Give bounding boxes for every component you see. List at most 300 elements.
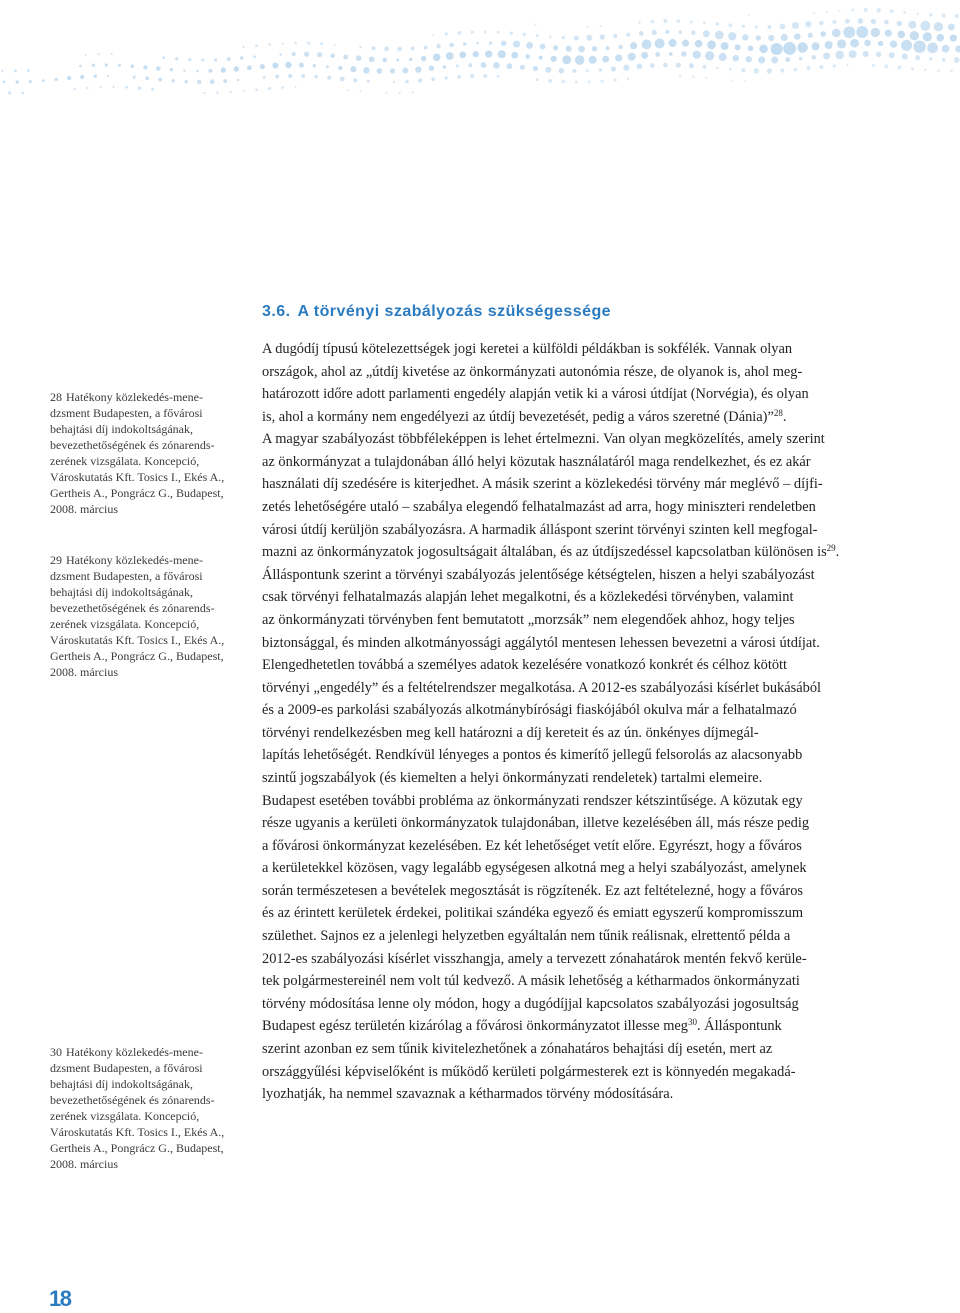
decorative-dot bbox=[937, 34, 945, 42]
footnote-line bbox=[50, 1108, 250, 1124]
decorative-dot bbox=[27, 69, 30, 72]
section-title: A törvényi szabályozás szükségessége bbox=[297, 303, 612, 320]
decorative-dot bbox=[281, 86, 284, 89]
decorative-dot bbox=[382, 58, 386, 62]
decorative-dot bbox=[327, 76, 331, 80]
decorative-dot bbox=[396, 59, 399, 62]
decorative-dot bbox=[735, 44, 741, 50]
body-text-segment: születhet. Sajnos ez a jelenlegi helyzetben egyáltalán nem tűnik reálisnak, elrettentő példa a bbox=[262, 928, 791, 945]
decorative-dot bbox=[510, 32, 513, 35]
decorative-dot bbox=[536, 78, 539, 81]
decorative-dot bbox=[263, 76, 266, 79]
footnote-line bbox=[50, 568, 250, 584]
decorative-dot bbox=[268, 87, 271, 90]
decorative-dot bbox=[589, 56, 597, 64]
decorative-dot bbox=[484, 31, 487, 34]
decorative-dot bbox=[924, 69, 927, 72]
decorative-dot bbox=[837, 39, 846, 48]
decorative-dot bbox=[463, 42, 466, 45]
decorative-dot bbox=[14, 70, 17, 73]
decorative-dot bbox=[268, 43, 271, 46]
decorative-dot bbox=[175, 57, 178, 60]
decorative-dot bbox=[208, 69, 212, 73]
footnote-text: bevezethetőségének és zónarends- bbox=[50, 1093, 215, 1107]
decorative-dot bbox=[436, 44, 441, 49]
decorative-dot bbox=[602, 56, 609, 63]
body-text-segment: A magyar szabályozást többféleképpen is lehet értelmezni. Van olyan megközelítés, amely szerint bbox=[262, 431, 825, 448]
decorative-dot bbox=[876, 52, 881, 57]
decorative-dot bbox=[94, 75, 97, 78]
decorative-dot bbox=[705, 51, 714, 60]
decorative-dot bbox=[942, 14, 946, 18]
decorative-dot bbox=[470, 74, 474, 78]
decorative-dot bbox=[398, 92, 400, 94]
decorative-dot bbox=[811, 55, 816, 60]
decorative-dot bbox=[566, 46, 572, 52]
footnote-line bbox=[50, 501, 250, 517]
body-text-line bbox=[262, 609, 902, 632]
decorative-dot bbox=[288, 74, 292, 78]
decorative-dot bbox=[897, 65, 901, 69]
decorative-dot bbox=[562, 36, 565, 39]
decorative-dot bbox=[317, 52, 322, 57]
body-text-line bbox=[262, 993, 902, 1016]
decorative-dot bbox=[476, 42, 479, 45]
decorative-dot bbox=[705, 77, 707, 79]
decorative-dot bbox=[638, 21, 641, 24]
decorative-dot bbox=[497, 75, 500, 78]
body-text-segment: mazni az önkormányzatok jogosultságait általában, és az útdíjszedéssel kapcsolatban különösen is bbox=[262, 544, 827, 561]
decorative-dot bbox=[92, 63, 95, 66]
decorative-dot bbox=[539, 56, 543, 60]
footnote-text: bevezethetőségének és zónarends- bbox=[50, 601, 215, 615]
decorative-dot bbox=[721, 42, 729, 50]
body-text-line bbox=[262, 880, 902, 903]
decorative-dot bbox=[432, 34, 434, 36]
decorative-dot bbox=[360, 90, 362, 92]
decorative-dot bbox=[295, 86, 297, 88]
decorative-dot bbox=[536, 34, 539, 37]
footnote-text: dzsment Budapesten, a fővárosi bbox=[50, 1061, 203, 1075]
decorative-dot bbox=[779, 24, 785, 30]
decorative-dot bbox=[151, 88, 154, 91]
footnote-text: Gertheis A., Pongrácz G., Budapest, bbox=[50, 1141, 224, 1155]
decorative-dot bbox=[429, 66, 435, 72]
decorative-dot bbox=[86, 87, 88, 89]
decorative-dot bbox=[692, 75, 695, 78]
decorative-dot bbox=[247, 65, 252, 70]
footnote-line bbox=[50, 632, 250, 648]
decorative-dot bbox=[16, 80, 19, 83]
decorative-dot bbox=[630, 42, 637, 49]
footnote-text: Hatékony közlekedés-mene- bbox=[66, 390, 203, 404]
body-text-segment: törvény módosítása lenne oly módon, hogy a dugódíjjal kapcsolatos szabályozási jogosultság bbox=[262, 995, 799, 1012]
decorative-dot bbox=[234, 66, 239, 71]
decorative-dot bbox=[908, 21, 916, 29]
decorative-dot bbox=[715, 31, 724, 40]
body-text-line bbox=[262, 812, 902, 835]
decorative-dot bbox=[768, 35, 774, 41]
body-text-line bbox=[262, 925, 902, 948]
body-text-segment: a fővárosi önkormányzat kezelésében. Ez két lehetőséget vetít előre. Egyrészt, hogy a főváros bbox=[262, 837, 802, 854]
decorative-dot bbox=[377, 68, 383, 74]
decorative-dot bbox=[641, 52, 648, 59]
decorative-dot bbox=[897, 31, 905, 39]
decorative-dot bbox=[748, 14, 750, 16]
decorative-dot bbox=[652, 30, 657, 35]
decorative-dot bbox=[889, 52, 895, 58]
decorative-dot bbox=[415, 66, 422, 73]
decorative-dot bbox=[501, 41, 507, 47]
decorative-dot bbox=[849, 50, 857, 58]
decorative-dot bbox=[172, 79, 175, 82]
decorative-dot bbox=[55, 78, 58, 81]
body-text-segment: során természetesen a bevételek megosztását is rögzítenék. Ez azt feltételezné, hogy a főváros bbox=[262, 882, 803, 899]
decorative-dot bbox=[431, 77, 435, 81]
decorative-dot bbox=[693, 51, 701, 59]
footnote-line bbox=[50, 616, 250, 632]
footnote-line bbox=[50, 421, 250, 437]
footnote-reference: 28 bbox=[773, 407, 783, 418]
decorative-dot bbox=[457, 75, 461, 79]
decorative-dot bbox=[145, 76, 149, 80]
decorative-dot bbox=[792, 22, 799, 29]
body-text-line bbox=[262, 496, 902, 519]
decorative-dot bbox=[707, 40, 716, 49]
decorative-dot bbox=[929, 57, 932, 60]
decorative-dot bbox=[405, 80, 409, 84]
decorative-dot bbox=[421, 56, 427, 62]
decorative-dot bbox=[613, 34, 617, 38]
decorative-dot bbox=[551, 56, 557, 62]
decorative-dot bbox=[350, 66, 356, 72]
body-text-segment: . Álláspontunk bbox=[696, 1018, 782, 1035]
decorative-dot bbox=[133, 76, 136, 79]
decorative-dot bbox=[878, 41, 883, 46]
footnote-text: 2008. március bbox=[50, 502, 118, 516]
decorative-dot bbox=[446, 52, 454, 60]
body-text-line bbox=[262, 767, 902, 790]
decorative-dot bbox=[320, 42, 323, 45]
decorative-dot bbox=[143, 65, 147, 69]
decorative-dot bbox=[489, 41, 492, 44]
decorative-dot bbox=[105, 63, 108, 66]
decorative-dot bbox=[301, 74, 305, 78]
decorative-dot bbox=[397, 47, 401, 51]
decorative-dot bbox=[411, 91, 413, 93]
footnote-line bbox=[50, 1156, 250, 1172]
decorative-dot bbox=[950, 34, 957, 41]
footnote-29 bbox=[50, 552, 250, 680]
decorative-dot bbox=[468, 63, 472, 67]
body-text-segment: lapítás lehetőségét. Rendkívül lényeges a pontos és kimerítő jellegű felsorolás az alacsonyabb bbox=[262, 747, 803, 764]
decorative-dot bbox=[755, 25, 758, 28]
decorative-dot bbox=[299, 63, 304, 68]
decorative-dot bbox=[950, 70, 953, 73]
footnote-line bbox=[50, 453, 250, 469]
decorative-dot bbox=[682, 40, 689, 47]
decorative-dot bbox=[799, 57, 803, 61]
decorative-dot bbox=[915, 55, 920, 60]
decorative-dot bbox=[729, 23, 733, 27]
decorative-dot bbox=[3, 81, 5, 83]
decorative-dot bbox=[156, 66, 161, 71]
decorative-dot bbox=[255, 88, 258, 91]
decorative-dot bbox=[553, 45, 558, 50]
decorative-dot bbox=[695, 40, 703, 48]
decorative-dot bbox=[832, 20, 836, 24]
decorative-dot bbox=[445, 76, 448, 79]
body-text-segment: használati díj szedésére is kiterjedhet. A másik szerint a közlekedési törvény már meglévő – díjfi- bbox=[262, 476, 823, 493]
body-text-segment: . bbox=[835, 544, 840, 561]
body-text-line bbox=[262, 473, 902, 496]
decorative-dot bbox=[353, 78, 357, 82]
decorative-dot bbox=[611, 66, 616, 71]
decorative-dot bbox=[679, 30, 683, 34]
decorative-dot bbox=[592, 46, 597, 51]
decorative-dot bbox=[459, 52, 466, 59]
decorative-dot bbox=[843, 26, 855, 38]
body-text-segment: az önkormányzat a tulajdonában álló helyi közutak használatáról maga rendelkezhet, és ez akár bbox=[262, 453, 811, 470]
decorative-dot bbox=[783, 42, 796, 55]
decorative-dot bbox=[98, 53, 100, 55]
footnote-line bbox=[50, 1092, 250, 1108]
footnote-text: behajtási díj indokoltságának, bbox=[50, 422, 193, 436]
footnote-line bbox=[50, 1076, 250, 1092]
decorative-dot bbox=[600, 34, 605, 39]
decorative-dot bbox=[833, 64, 836, 67]
body-text-segment: Álláspontunk szerint a törvényi szabályozás jelentősége kétségtelen, hiszen a helyi szabályozást bbox=[262, 566, 815, 583]
body-text-line bbox=[262, 586, 902, 609]
decorative-dot bbox=[497, 31, 500, 34]
section-number: 3.6. bbox=[262, 303, 291, 320]
decorative-dot bbox=[549, 36, 551, 38]
decorative-dot bbox=[294, 42, 297, 45]
decorative-dot bbox=[911, 67, 914, 70]
decorative-dot bbox=[897, 21, 902, 26]
body-text-line bbox=[262, 541, 902, 564]
decorative-dot bbox=[785, 57, 790, 62]
decorative-dot bbox=[639, 31, 644, 36]
decorative-dot bbox=[805, 21, 811, 27]
footnote-line bbox=[50, 1060, 250, 1076]
decorative-dot bbox=[216, 92, 219, 95]
decorative-dot bbox=[409, 58, 412, 61]
decorative-dot bbox=[100, 86, 102, 88]
decorative-dot bbox=[170, 68, 173, 71]
decorative-dot bbox=[313, 64, 316, 67]
decorative-dot bbox=[240, 56, 244, 60]
body-text-line bbox=[262, 519, 902, 542]
footnote-text: Gertheis A., Pongrácz G., Budapest, bbox=[50, 649, 224, 663]
decorative-dot bbox=[677, 19, 681, 23]
decorative-dot bbox=[111, 53, 113, 55]
body-text-segment: határozott időre adott parlamenti engedély alapján vetik ki a városi útdíjat (Norvégia), és olyan bbox=[262, 386, 809, 403]
decorative-dot bbox=[748, 46, 754, 52]
decorative-dot bbox=[314, 75, 318, 79]
body-text-line bbox=[262, 406, 902, 429]
body-text-segment: törvényi rendelkezésben meg kell határozni a díj kereteit és az ún. önkényes díjmegál- bbox=[262, 724, 759, 741]
footnote-text: zerének vizsgálata. Koncepció, bbox=[50, 617, 200, 631]
decorative-dot bbox=[819, 21, 824, 26]
footnote-text: dzsment Budapesten, a fővárosi bbox=[50, 406, 203, 420]
decorative-dot bbox=[210, 79, 215, 84]
body-text-line bbox=[262, 1038, 902, 1061]
body-text-segment: az önkormányzati törvényben fent bemutatott „morzsák” nem elegendőek ahhoz, hogy teljes bbox=[262, 611, 795, 628]
footnote-text: Hatékony közlekedés-mene- bbox=[66, 1045, 203, 1059]
decorative-dot bbox=[651, 20, 655, 24]
decorative-dot bbox=[334, 44, 336, 46]
footnote-text: Hatékony közlekedés-mene- bbox=[66, 553, 203, 567]
footnote-line bbox=[50, 1044, 250, 1060]
decorative-dot bbox=[578, 46, 585, 53]
decorative-dot bbox=[716, 22, 719, 25]
footnote-line bbox=[50, 584, 250, 600]
decorative-dot bbox=[572, 69, 576, 73]
decorative-dot bbox=[107, 75, 109, 77]
decorative-dot bbox=[599, 68, 602, 71]
decorative-dot bbox=[221, 67, 226, 72]
decorative-dot bbox=[118, 64, 121, 67]
decorative-dot bbox=[628, 53, 636, 61]
decorative-dot bbox=[618, 45, 622, 49]
decorative-dot bbox=[67, 76, 71, 80]
decorative-dot bbox=[343, 55, 348, 60]
decorative-dot bbox=[754, 68, 759, 73]
decorative-dot bbox=[523, 33, 526, 36]
decorative-dot bbox=[575, 81, 578, 84]
decorative-dot bbox=[902, 53, 908, 59]
decorative-dot bbox=[615, 54, 622, 61]
decorative-dot bbox=[534, 24, 536, 26]
decorative-dot bbox=[913, 40, 925, 52]
decorative-dot bbox=[920, 21, 930, 31]
decorative-bubble-pattern bbox=[0, 0, 960, 120]
body-text-segment: szerint azonban ez sem tűnik kivitelezhetőnek a zónahatáros behajtási díj esetén, mert az bbox=[262, 1040, 773, 1057]
decorative-dot bbox=[927, 42, 938, 53]
body-text-segment: országok, ahol az „útdíj kivetése az önkormányzati autonómia része, de olyanok is, ahol meg- bbox=[262, 363, 803, 380]
decorative-dot bbox=[493, 62, 500, 69]
decorative-dot bbox=[158, 78, 162, 82]
body-text-segment: csak törvényi felhatalmazás alapján lehet megalkotni, és a közlekedési törvényben, valamint bbox=[262, 589, 794, 606]
decorative-dot bbox=[884, 64, 888, 68]
decorative-dot bbox=[184, 80, 188, 84]
body-text-segment: része ugyanis a kerületi önkormányzatok tulajdonában, illetve kezelésében áll, más része pedig bbox=[262, 815, 810, 832]
body-text-line bbox=[262, 564, 902, 587]
body-text-segment: . bbox=[782, 408, 787, 425]
decorative-dot bbox=[655, 38, 665, 48]
decorative-dot bbox=[794, 33, 801, 40]
page-number: 18 bbox=[49, 1286, 71, 1311]
decorative-dot bbox=[679, 75, 682, 78]
decorative-dot bbox=[606, 46, 610, 50]
body-text-segment: országgyűlési képviselőként is működő kerületi polgármesterek ezt is könnyedén megakadá- bbox=[262, 1063, 796, 1080]
decorative-dot bbox=[272, 62, 278, 68]
decorative-dot bbox=[445, 32, 448, 35]
footnote-line bbox=[50, 600, 250, 616]
decorative-dot bbox=[663, 63, 668, 68]
footnote-text: Városkutatás Kft. Tosics I., Ekés A., bbox=[50, 470, 225, 484]
decorative-dot bbox=[526, 54, 530, 58]
decorative-dot bbox=[864, 8, 868, 12]
decorative-dot bbox=[759, 45, 768, 54]
decorative-dot bbox=[872, 64, 875, 67]
decorative-dot bbox=[340, 77, 345, 82]
decorative-dot bbox=[681, 51, 686, 56]
body-text-line bbox=[262, 722, 902, 745]
decorative-dot bbox=[281, 42, 283, 44]
decorative-dot bbox=[731, 79, 733, 81]
decorative-dot bbox=[188, 58, 191, 61]
footnote-number: 30 bbox=[50, 1045, 62, 1059]
decorative-dot bbox=[390, 68, 395, 73]
decorative-dot bbox=[393, 81, 395, 83]
decorative-dot bbox=[73, 88, 75, 90]
decorative-dot bbox=[719, 53, 727, 61]
decorative-dot bbox=[744, 80, 746, 82]
decorative-dot bbox=[545, 67, 551, 73]
decorative-dot bbox=[203, 92, 205, 94]
footnote-reference: 30 bbox=[687, 1017, 697, 1028]
decorative-dot bbox=[356, 55, 362, 61]
decorative-dot bbox=[214, 58, 217, 61]
decorative-dot bbox=[183, 70, 185, 72]
body-text-line bbox=[262, 744, 902, 767]
decorative-dot bbox=[728, 32, 736, 40]
body-text-segment: A dugódíj típusú kötelezettségek jogi keretei a külföldi példákban is sokfélék. Vannak olyan bbox=[262, 341, 793, 357]
decorative-dot bbox=[876, 8, 881, 13]
decorative-dot bbox=[758, 56, 765, 63]
decorative-dot bbox=[511, 52, 518, 59]
decorative-dot bbox=[937, 69, 940, 72]
decorative-dot bbox=[655, 52, 660, 57]
footnote-text: zerének vizsgálata. Koncepció, bbox=[50, 454, 200, 468]
decorative-dot bbox=[561, 80, 564, 83]
body-text-segment: a kerületekkel közösen, vagy legalább egységesen alkotná meg a helyi szabályozást, amelynek bbox=[262, 860, 807, 877]
decorative-dot bbox=[771, 43, 783, 55]
decorative-dot bbox=[955, 14, 959, 18]
decorative-dot bbox=[890, 41, 897, 48]
body-text-segment: Elengedhetetlen továbbá a személyes adatok kezelésére vonatkozó konkrét és célhoz kötött bbox=[262, 657, 788, 674]
decorative-dot bbox=[637, 64, 643, 70]
decorative-dot bbox=[819, 65, 823, 69]
decorative-dot bbox=[196, 70, 198, 72]
decorative-dot bbox=[850, 39, 859, 48]
decorative-dot bbox=[131, 64, 135, 68]
footnote-number: 28 bbox=[50, 390, 62, 404]
decorative-dot bbox=[42, 79, 45, 82]
body-text-segment: szintű jogszabályok (és kiemelten a helyi önkormányzati rendeletek) tartalmi elemeire. bbox=[262, 769, 763, 786]
decorative-dot bbox=[729, 68, 732, 71]
decorative-dot bbox=[513, 41, 520, 48]
decorative-dot bbox=[223, 79, 227, 83]
decorative-dot bbox=[402, 68, 408, 74]
decorative-dot bbox=[443, 65, 447, 69]
decorative-dot bbox=[253, 55, 256, 58]
decorative-dot bbox=[690, 20, 693, 23]
decorative-dot bbox=[858, 18, 864, 24]
decorative-dot bbox=[456, 65, 459, 68]
footnote-text: behajtási díj indokoltságának, bbox=[50, 585, 193, 599]
footnote-text: 2008. március bbox=[50, 665, 118, 679]
decorative-dot bbox=[424, 46, 428, 50]
decorative-dot bbox=[372, 46, 376, 50]
footnote-line bbox=[50, 469, 250, 485]
decorative-dot bbox=[275, 75, 279, 79]
decorative-dot bbox=[562, 55, 571, 64]
body-text-segment: zetés lehetőségére utaló – szabálya elegendő felhatalmazást ad arra, hogy miniszteri rendeletben bbox=[262, 499, 816, 516]
decorative-dot bbox=[689, 63, 694, 68]
